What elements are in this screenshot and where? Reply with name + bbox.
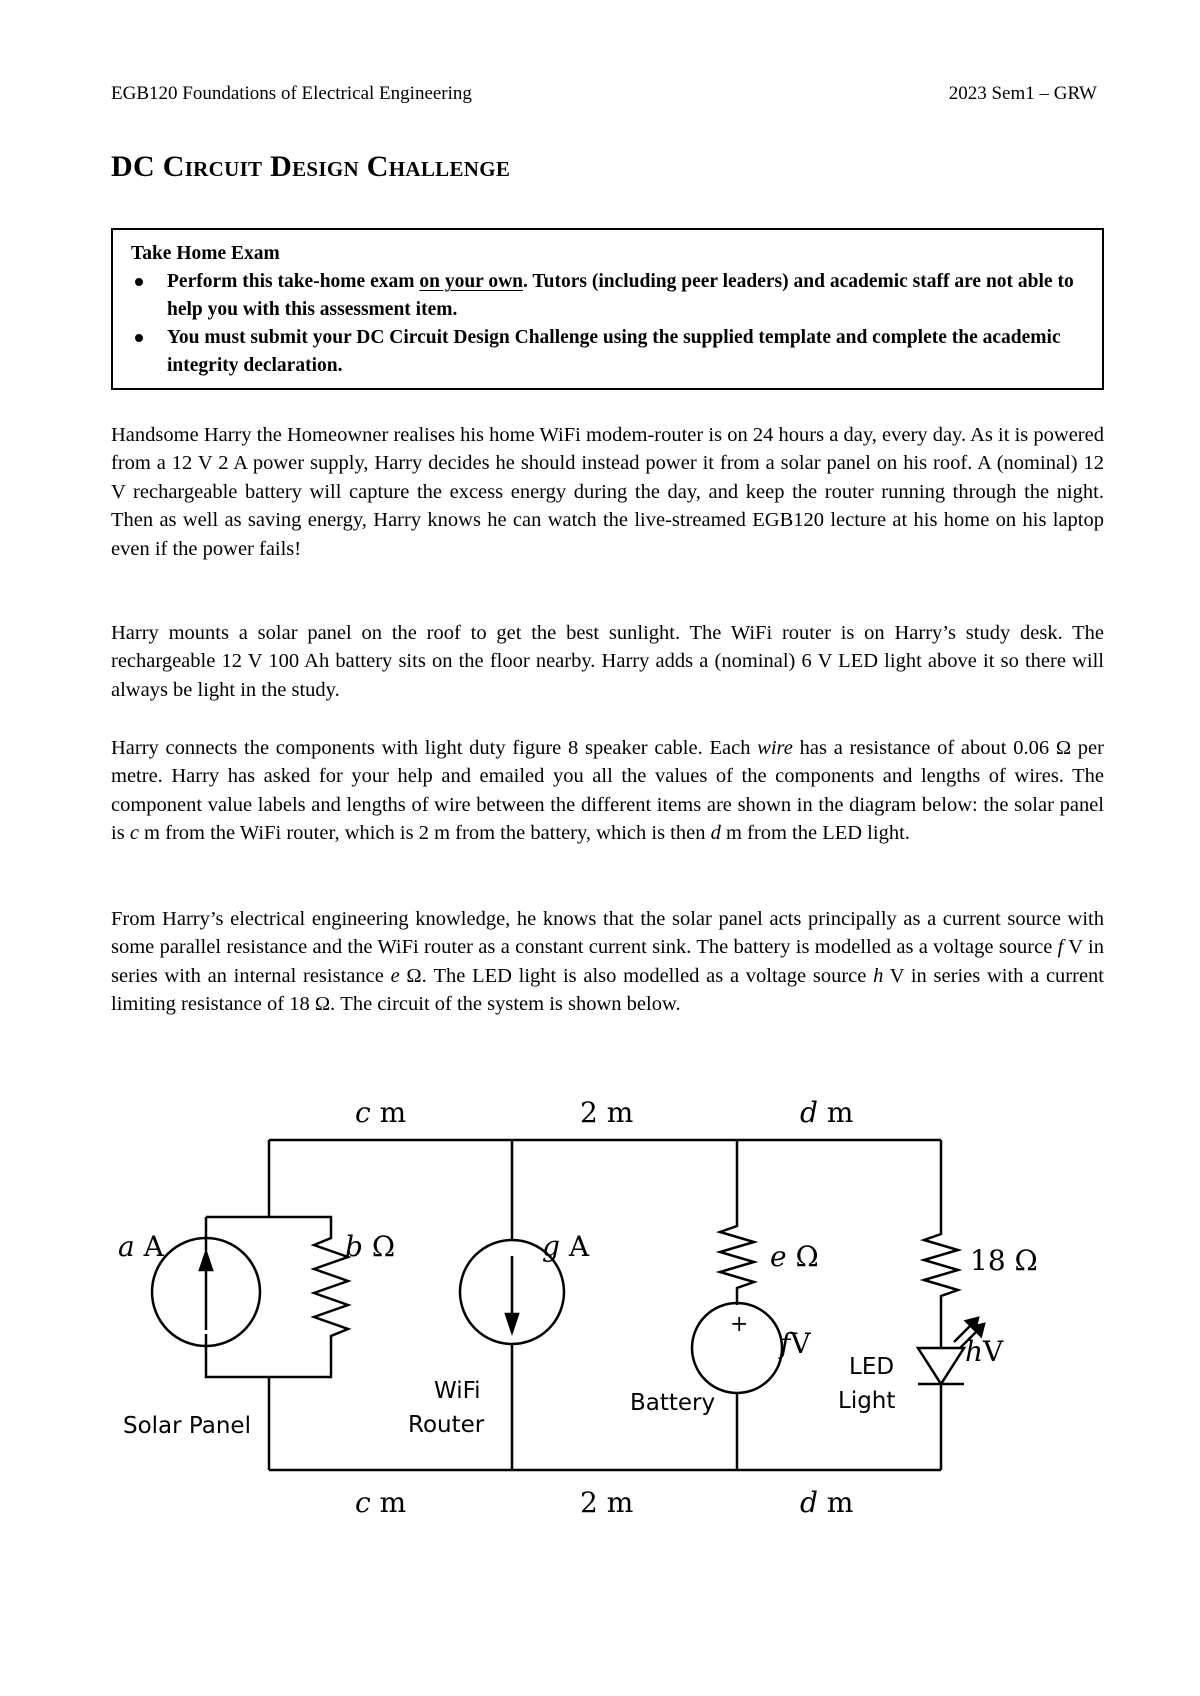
paragraph-setup: Harry mounts a solar panel on the roof to get the best sunlight. The WiFi router is on Harry’s study desk. The rechargeable 12 V 100 Ah battery sits on the floor nearby. Harry adds a (nominal) 6 V LED light above it so there will always be light in the study. (111, 622, 1104, 701)
paragraph-wiring: Harry connects the components with light duty figure 8 speaker cable. Each wire has a resistance of about 0.06 Ω per metre. Harry has asked for your help and emailed you all the values of the components and lengths of wires. The component value labels and lengths of wire between the different items are shown in the diagram below: the solar panel is c m from the WiFi router, which is 2 m from the battery, which is then d m from the LED light. (111, 737, 1104, 845)
led-light-label-1: LED (849, 1354, 895, 1380)
solar-panel-label: Solar Panel (123, 1413, 251, 1439)
wire-length-top-1: c m (355, 1096, 407, 1129)
exam-notice-box (111, 228, 1104, 390)
wire-length-bottom-1: c m (355, 1486, 407, 1519)
exam-notice-item: You must submit your DC Circuit Design Challenge using the supplied template and complete the academic integrity declaration. (167, 324, 1084, 380)
battery-label: Battery (630, 1390, 716, 1416)
paragraph-intro: Handsome Harry the Homeowner realises his home WiFi modem-router is on 24 hours a day, every day. As it is powered from a 12 V 2 A power supply, Harry decides he should instead power it from a solar panel on his roof. A (nominal) 12 V rechargeable battery will capture the excess energy during the day, and keep the router running through the night. Then as well as saving energy, Harry knows he can watch the live-streamed EGB120 lecture at his home on his laptop even if the power fails! (111, 424, 1104, 560)
led-diode-icon (918, 1348, 964, 1384)
wire-length-top-3: d m (800, 1096, 854, 1129)
label-led-h: hV (965, 1335, 1004, 1368)
label-source-a: a A (118, 1230, 164, 1263)
resistor-b (314, 1232, 348, 1352)
label-resistor-e: e Ω (770, 1240, 819, 1273)
led-light-label-2: Light (838, 1388, 896, 1414)
exam-notice-list (131, 268, 1084, 380)
semester-header: 2023 Sem1 – GRW (948, 83, 1097, 104)
label-resistor-b: b Ω (345, 1230, 396, 1263)
wifi-router-label-1: WiFi (434, 1378, 481, 1404)
label-source-g: g A (542, 1230, 590, 1263)
label-resistor-18: 18 Ω (970, 1244, 1038, 1277)
plus-sign: + (730, 1312, 749, 1337)
label-battery-f: fV (780, 1327, 811, 1360)
exam-notice-item: Perform this take-home exam on your own. Tutors (including peer leaders) and academic staff are not able to help you with this assessment item. (167, 268, 1084, 324)
page-title: DC Circuit Design Challenge (111, 150, 511, 183)
wire-length-bottom-3: d m (800, 1486, 854, 1519)
exam-notice-heading: Take Home Exam (131, 243, 280, 264)
wire-length-top-2: 2 m (580, 1096, 634, 1129)
wifi-router-label-2: Router (408, 1412, 485, 1438)
resistor-e (720, 1222, 754, 1294)
emphasis-underline: on your own (419, 271, 524, 292)
resistor-18 (924, 1230, 958, 1302)
paragraph-model: From Harry’s electrical engineering knowledge, he knows that the solar panel acts principally as a current source with some parallel resistance and the WiFi router as a constant current sink. The battery is modelled as a voltage source f V in series with an internal resistance e Ω. The LED light is also modelled as a voltage source h V in series with a current limiting resistance of 18 Ω. The circuit of the system is shown below. (111, 908, 1104, 1016)
course-header: EGB120 Foundations of Electrical Engineering (111, 83, 472, 104)
circuit-diagram (0, 1080, 1200, 1540)
wire-length-bottom-2: 2 m (580, 1486, 634, 1519)
